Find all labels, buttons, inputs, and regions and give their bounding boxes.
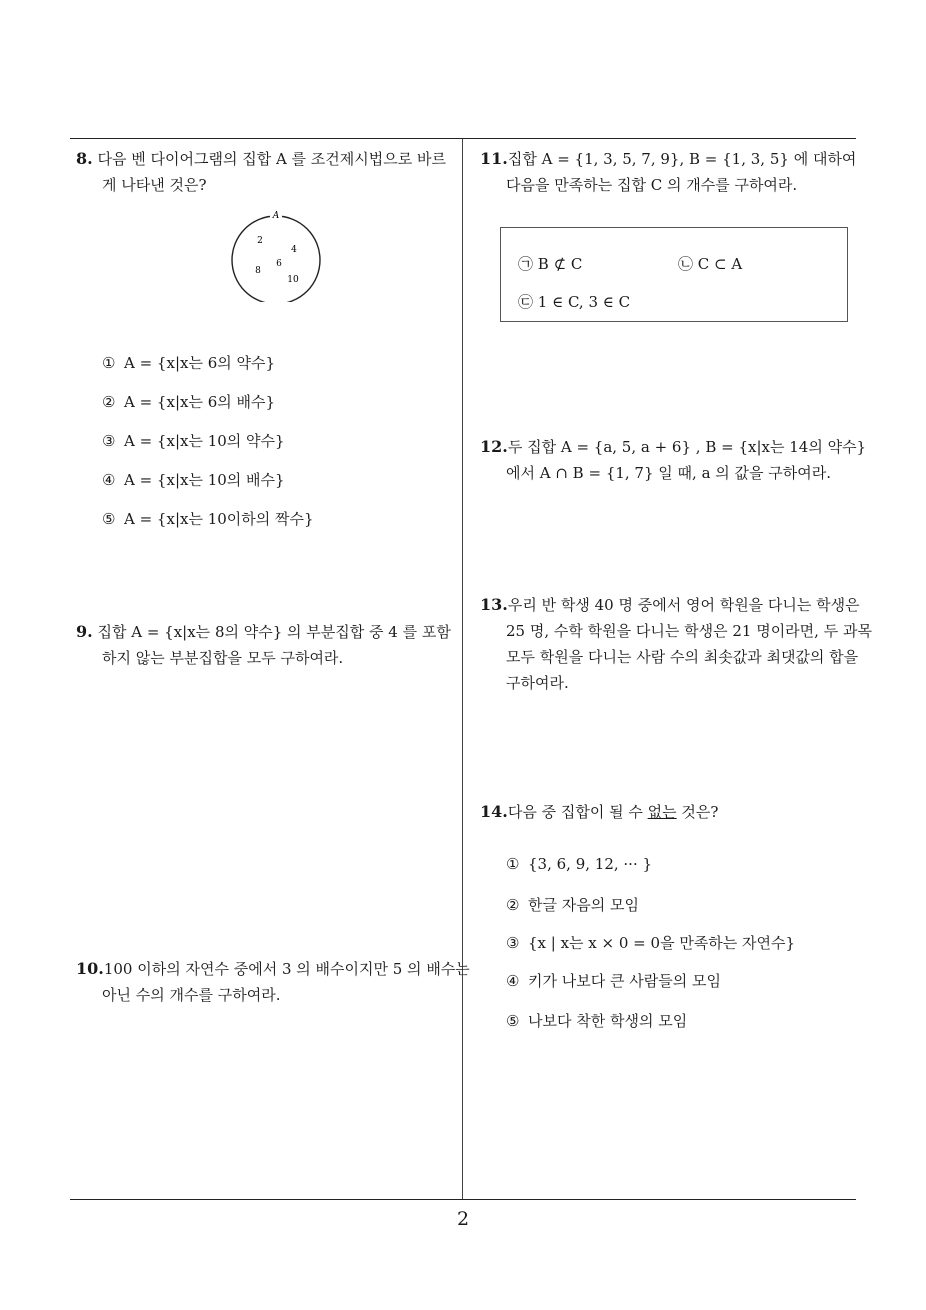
answer-option[interactable] <box>506 970 721 991</box>
option-text: {x | x는 x × 0 = 0을 만족하는 자연수} <box>528 934 796 952</box>
question-number: 13. <box>480 595 508 614</box>
option-number: ① <box>506 855 520 873</box>
question-text-line: 25 명, 수학 학원을 다니는 학생은 21 명이라면, 두 과목 <box>506 622 872 640</box>
answer-option[interactable] <box>506 855 652 873</box>
venn-element: 4 <box>291 245 297 255</box>
option-number: ⑤ <box>102 510 116 528</box>
answer-option[interactable] <box>102 469 285 490</box>
option-number: ⑤ <box>506 1012 520 1030</box>
question-number: 8. <box>76 149 93 168</box>
question-number: 10. <box>76 959 104 978</box>
option-number: ① <box>102 354 116 372</box>
condition-item <box>518 291 630 312</box>
option-number: ② <box>102 393 116 411</box>
venn-set-label: A <box>272 211 280 221</box>
question-text: 것은? <box>676 803 719 821</box>
answer-option[interactable] <box>506 1010 687 1031</box>
question-text-line: 우리 반 학생 40 명 중에서 영어 학원을 다니는 학생은 <box>507 596 860 614</box>
question-text-line: 다음 벤 다이어그램의 집합 A 를 조건제시법으로 바르 <box>97 150 446 168</box>
option-text: A = {x|x는 6의 배수} <box>124 393 276 411</box>
option-number: ② <box>506 896 520 914</box>
question-text-line: 하지 않는 부분집합을 모두 구하여라. <box>102 649 344 667</box>
question-12 <box>480 434 866 486</box>
option-text: A = {x|x는 10의 약수} <box>124 432 285 450</box>
question-number: 9. <box>76 622 93 641</box>
underlined-keyword: 없는 <box>647 803 677 821</box>
option-text: 한글 자음의 모임 <box>528 896 639 914</box>
venn-diagram <box>230 210 322 302</box>
answer-option[interactable] <box>102 508 314 529</box>
option-text: {3, 6, 9, 12, ··· } <box>528 855 653 873</box>
answer-option[interactable] <box>506 932 795 953</box>
question-9 <box>76 619 451 671</box>
question-11 <box>480 146 856 198</box>
column-divider <box>462 139 463 1200</box>
question-number: 11. <box>480 149 508 168</box>
option-text: A = {x|x는 6의 약수} <box>124 354 276 372</box>
question-text-line: 게 나타낸 것은? <box>102 176 207 194</box>
question-number: 14. <box>480 802 508 821</box>
option-text: 나보다 착한 학생의 모임 <box>528 1012 688 1030</box>
bottom-rule <box>70 1199 856 1200</box>
venn-element: 2 <box>257 236 263 246</box>
question-text-line: 구하여라. <box>506 674 569 692</box>
condition-item <box>518 253 582 274</box>
question-text-line: 아닌 수의 개수를 구하여라. <box>102 986 281 1004</box>
condition-text: B ⊄ C <box>537 255 583 273</box>
condition-mark: ㉡ <box>678 255 694 273</box>
question-text-line: 모두 학원을 다니는 사람 수의 최솟값과 최댓값의 합을 <box>506 648 859 666</box>
question-number: 12. <box>480 437 508 456</box>
question-14 <box>480 799 718 825</box>
option-number: ③ <box>506 934 520 952</box>
condition-text: C ⊂ A <box>697 255 743 273</box>
question-text-line: 집합 A = {x|x는 8의 약수} 의 부분집합 중 4 를 포함 <box>97 623 451 641</box>
question-text-line: 다음을 만족하는 집합 C 의 개수를 구하여라. <box>506 176 798 194</box>
venn-element: 6 <box>276 259 282 269</box>
option-text: A = {x|x는 10이하의 짝수} <box>124 510 314 528</box>
top-rule <box>70 138 856 139</box>
answer-option[interactable] <box>102 430 285 451</box>
question-text: 다음 중 집합이 될 수 <box>507 803 648 821</box>
venn-element: 8 <box>255 266 261 276</box>
question-10 <box>76 956 470 1008</box>
option-text: A = {x|x는 10의 배수} <box>124 471 285 489</box>
option-number: ③ <box>102 432 116 450</box>
question-text-line: 두 집합 A = {a, 5, a + 6} , B = {x|x는 14의 약수} <box>507 438 867 456</box>
option-text: 키가 나보다 큰 사람들의 모임 <box>528 972 721 990</box>
page-number: 2 <box>456 1208 470 1230</box>
question-8 <box>76 146 446 198</box>
question-text-line: 에서 A ∩ B = {1, 7} 일 때, a 의 값을 구하여라. <box>506 464 832 482</box>
question-13 <box>480 592 872 696</box>
condition-text: 1 ∈ C, 3 ∈ C <box>537 293 631 311</box>
condition-mark: ㉠ <box>518 255 534 273</box>
condition-mark: ㉢ <box>518 293 534 311</box>
option-number: ④ <box>102 471 116 489</box>
condition-item <box>678 253 742 274</box>
venn-element: 10 <box>287 275 299 285</box>
option-number: ④ <box>506 972 520 990</box>
answer-option[interactable] <box>102 391 275 412</box>
answer-option[interactable] <box>102 352 275 373</box>
question-text-line: 집합 A = {1, 3, 5, 7, 9}, B = {1, 3, 5} 에 대하여 <box>507 150 857 168</box>
answer-option[interactable] <box>506 894 639 915</box>
question-text-line: 100 이하의 자연수 중에서 3 의 배수이지만 5 의 배수는 <box>103 960 470 978</box>
